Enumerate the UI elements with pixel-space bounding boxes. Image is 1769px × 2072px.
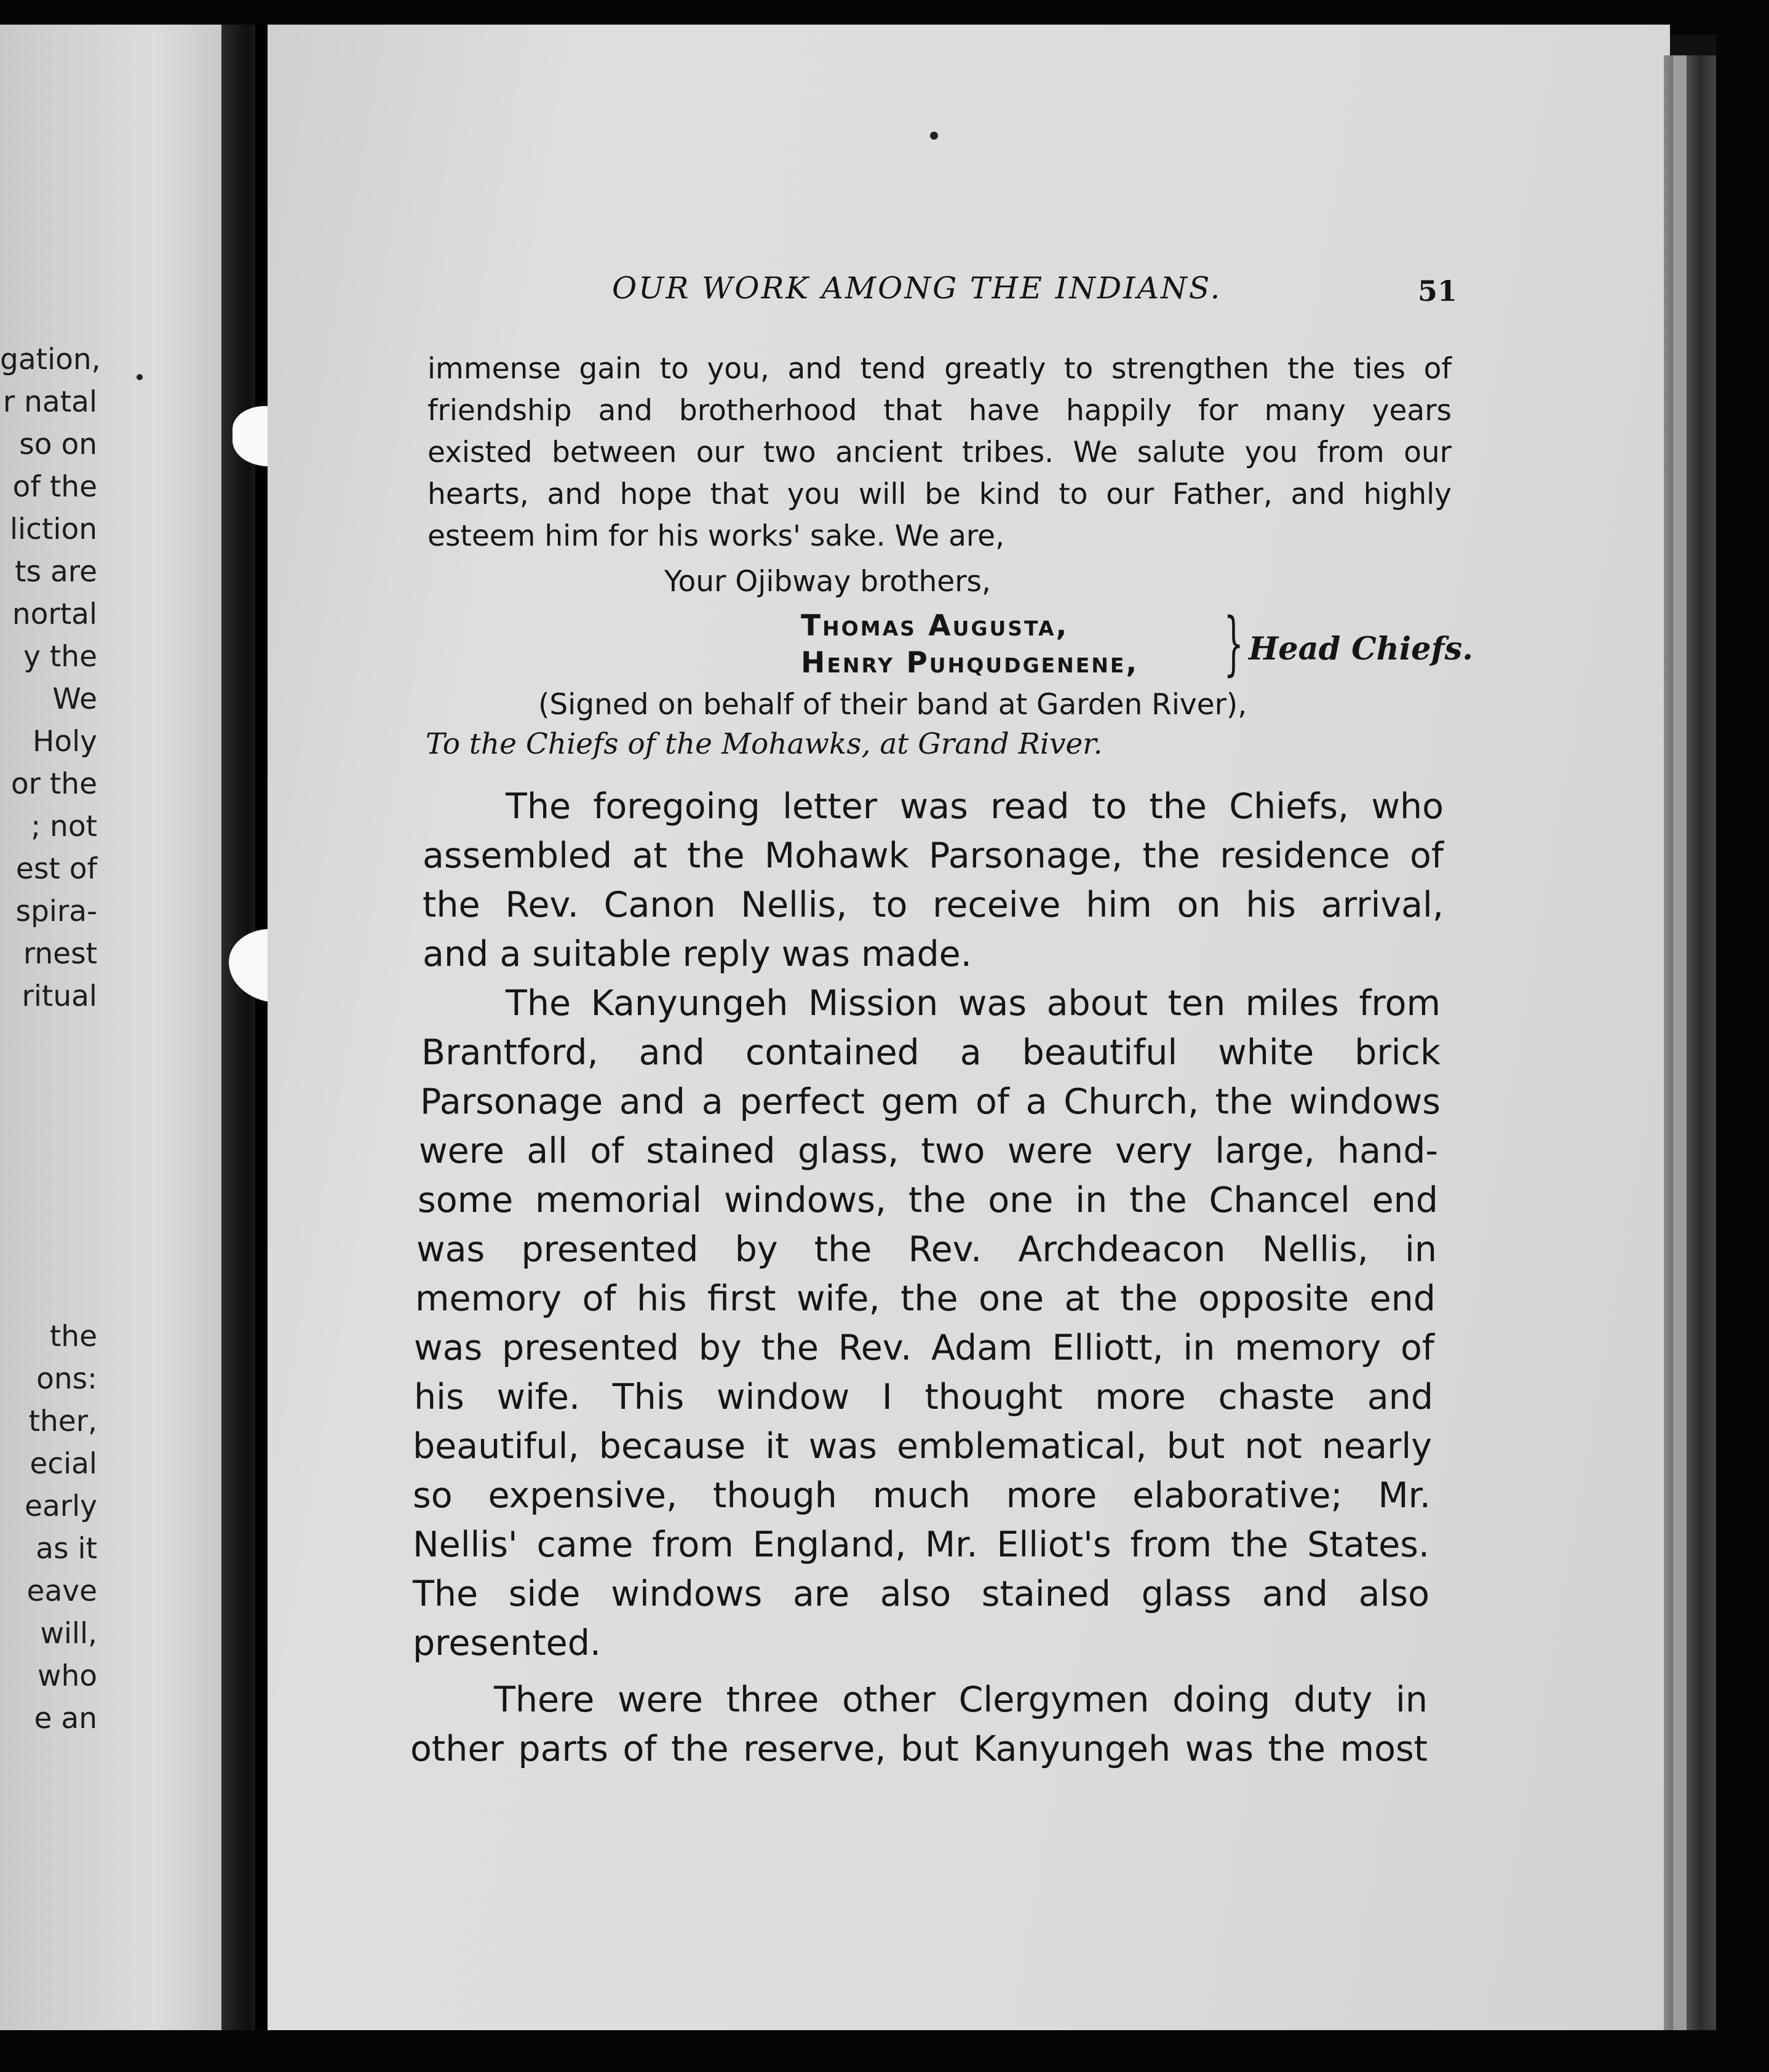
paragraph-line: some memorial windows, the one in the Chancel end <box>418 1180 1438 1221</box>
paragraph-line: were all of stained glass, two were very large, hand- <box>419 1131 1438 1171</box>
paragraph-line: The side windows are also stained glass and also <box>413 1574 1429 1614</box>
paragraph-line: Nellis' came from England, Mr. Elliot's from the States. <box>413 1524 1429 1565</box>
left-line: rnest <box>23 937 97 971</box>
paragraph-line: assembled at the Mohawk Parsonage, the residence of <box>423 835 1444 876</box>
paragraph-line: his wife. This window I thought more chaste and <box>414 1377 1433 1417</box>
left-line: of the <box>12 470 97 504</box>
left-line: liction <box>10 512 97 546</box>
left-line: Holy <box>33 725 97 759</box>
paragraph-line: was presented by the Rev. Archdeacon Nellis, in <box>416 1229 1437 1270</box>
paragraph-line: presented. <box>413 1623 602 1664</box>
scan-frame-bottom <box>0 2030 1769 2072</box>
paragraph-line: The Kanyungeh Mission was about ten miles from <box>506 983 1441 1024</box>
paragraph-line: Brantford, and contained a beautiful white brick <box>421 1032 1441 1073</box>
left-line: who <box>38 1659 97 1693</box>
left-line: as it <box>36 1532 97 1566</box>
letter-line: immense gain to you, and tend greatly to strengthen the ties of <box>427 352 1452 386</box>
left-page-text-block-b <box>0 1315 97 1740</box>
left-page-text-block-a <box>0 338 101 1018</box>
paragraph-line: was presented by the Rev. Adam Elliott, in memory of <box>414 1328 1434 1368</box>
speck <box>930 132 938 140</box>
left-line: y the <box>23 640 97 674</box>
signature-brace: } <box>1223 604 1244 683</box>
letter-closing: Your Ojibway brothers, <box>664 565 991 599</box>
left-line: early <box>25 1489 97 1523</box>
paragraph-line: There were three other Clergymen doing duty in <box>494 1680 1428 1720</box>
paragraph-line: beautiful, because it was emblematical, but not nearly <box>413 1426 1432 1467</box>
left-line: e an <box>34 1702 97 1735</box>
paragraph-line: and a suitable reply was made. <box>423 934 972 974</box>
left-line: spira- <box>15 895 97 928</box>
signatory-name: Henry Puhqudgenene, <box>801 646 1139 680</box>
paragraph-line: memory of his first wife, the one at the opposite end <box>415 1278 1436 1319</box>
signed-note: (Signed on behalf of their band at Garden River), <box>538 688 1247 722</box>
left-line: ons: <box>36 1362 97 1396</box>
paragraph-line: so expensive, though much more elaborative; Mr. <box>413 1475 1431 1516</box>
left-line: so on <box>19 428 97 461</box>
left-line: est of <box>15 852 97 886</box>
paragraph-line: The foregoing letter was read to the Chiefs, who <box>506 786 1444 827</box>
left-line: gation, <box>0 343 101 377</box>
letter-address: To the Chiefs of the Mohawks, at Grand River. <box>426 727 1103 761</box>
letter-line: existed between our two ancient tribes. We salute you from our <box>427 436 1452 469</box>
left-facing-page <box>0 25 258 2036</box>
page-edge-highlight <box>1673 55 1687 2036</box>
letter-line: esteem him for his works' sake. We are, <box>427 519 1005 553</box>
page-number: 51 <box>1418 274 1458 308</box>
letter-line: hearts, and hope that you will be kind to our Father, and highly <box>427 477 1452 511</box>
paragraph-line: other parts of the reserve, but Kanyungeh was the most <box>410 1729 1428 1769</box>
letter-line: friendship and brotherhood that have happily for many years <box>427 394 1452 428</box>
speck <box>137 374 143 380</box>
paragraph-line: Parsonage and a perfect gem of a Church, the windows <box>420 1082 1441 1122</box>
paragraph-line: the Rev. Canon Nellis, to receive him on his arrival, <box>423 885 1444 925</box>
signatory-role: Head Chiefs. <box>1249 631 1473 667</box>
left-line: ; not <box>31 810 97 843</box>
scan-frame-right <box>1716 0 1769 2072</box>
left-line: the <box>49 1320 97 1353</box>
left-line: ecial <box>30 1447 97 1481</box>
left-line: r natal <box>2 385 97 419</box>
left-line: or the <box>10 767 97 801</box>
running-head: OUR WORK AMONG THE INDIANS. <box>612 271 1222 306</box>
left-line: will, <box>40 1617 97 1651</box>
left-line: ts are <box>15 555 97 589</box>
left-line: ritual <box>22 979 97 1013</box>
left-line: We <box>52 682 97 716</box>
left-line: ther, <box>28 1405 97 1438</box>
left-line: eave <box>26 1574 97 1608</box>
left-line: nortal <box>12 597 97 631</box>
page-edge-stack <box>1664 55 1716 2036</box>
signatory-name: Thomas Augusta, <box>801 609 1069 643</box>
